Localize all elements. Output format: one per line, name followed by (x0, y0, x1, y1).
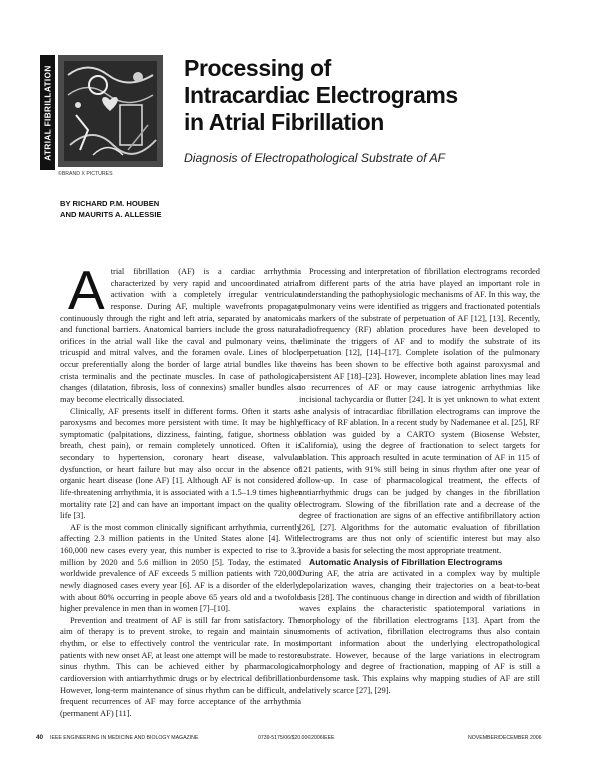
body-paragraph: Prevention and treatment of AF is still far from satisfactory. The aim of therapy is to prevent stroke, to regain and maintain sinus rhythm, or else to effectively control the ventricular rate. In most patients with new onset AF, at least one attempt will be made to restore sinus rhythm. This can be achieved either by pharmacological cardioversion with antiarrhythmic drugs or by electrical defibrillation. However, long-term maintenance of sinus rhythm can be difficult, and frequent recurrences of AF may force acceptance of the arrhythmia (permanent AF) [11]. (60, 614, 301, 718)
title-line: Processing of (184, 55, 331, 81)
body-paragraph: AF is the most common clinically significant arrhythmia, currently affecting 2.3 million patients in the United States alone [4]. With 160,000 new cases every year, this number is expected to rise to 3.3 million by 2020 and 5.6 million in 2050 [5]. Today, the estimated worldwide prevalence of AF exceeds 5 million patients with 720,000 newly diagnosed cases every year [6]. AF is a disorder of the elderly, with about 80% occurring in people above 65 years old and a twofold higher prevalence in men than in women [7]–[10]. (60, 521, 301, 614)
section-heading: Automatic Analysis of Fibrillation Electrograms (309, 556, 503, 567)
body-paragraph: Processing and interpretation of fibrillation electrograms recorded from different parts of the atria have played an important role in understanding the pathophysiologic mechanisms of AF. In this way, the pulmonary veins were identified as triggers and fractionated potentials as markers of the substrate of perpetuation of AF [12], [13]. Recently, radiofrequency (RF) ablation procedures have been developed to eliminate the triggers of AF and to modify the substrate of its perpetuation [12], [14]–[17]. Complete isolation of the pulmonary veins has been shown to be effective both against paroxysmal and persistent AF [18]–[23]. However, incomplete ablation lines may lead to recurrences of AF or may cause iatrogenic arrhythmias like incisional tachycardia or flutter [24]. It is yet unknown to what extent the analysis of intracardiac fibrillation electrograms can improve the efficacy of RF ablation. In a recent study by Nademanee et al. [25], RF ablation was guided by a CARTO system (Biosense Webster, California), using the degree of fractionation to select targets for ablation. This approach resulted in acute termination of AF in 115 of 121 patients, with 91% still being in sinus rhythm after one year of follow-up. In case of pharmacological treatment, the effects of antiarrhythmic drugs can be judged by changes in the fibrillation electrogram. Slowing of the fibrillation rate and a decrease of the degree of fractionation are signs of an effective antifibrillatory action [26], [27]. Algorithms for the automatic evaluation of fibrillation electrograms are thus not only of scientific interest but may also provide a basis for selecting the most appropriate treatment. (299, 266, 540, 555)
issue-date: NOVEMBER/DECEMBER 2006 (468, 735, 542, 741)
header-illustration (58, 55, 163, 167)
title-line: in Atrial Fibrillation (184, 109, 384, 135)
magazine-name: IEEE ENGINEERING IN MEDICINE AND BIOLOGY MAGAZINE (50, 735, 199, 741)
right-column (299, 266, 540, 696)
page-number: 40 (36, 734, 44, 741)
left-column (60, 259, 301, 719)
article-title (184, 55, 524, 136)
body-paragraph: Clinically, AF presents itself in different forms. Often it starts as paroxysms and becomes more persistent with time. It may be highly symptomatic (palpitations, dizziness, fainting, fatigue, shortness of breath, chest pain), or remain completely unnoticed. Often it is secondary to hypertension, coronary heart disease, valvular dysfunction, or heart failure but may also occur in the absence of organic heart disease (lone AF) [1]. Although AF is not considered a life-threatening arrhythmia, it is associated with a 1.5–1.9 times higher mortality rate [2] and can have an important impact on the quality of life [3]. (60, 405, 301, 521)
paragraph-text: trial fibrillation (AF) is a cardiac arrhythmia characterized by very rapid and uncoordinated atrial activation with a completely irregular ventricular response. During AF, multiple wavefronts propagate continuously through the right and left atria, separated by anatomical and functional barriers. Anatomical barriers include the gross natural orifices in the atrial wall like the caval and pulmonary veins, the tricuspid and mitral valves, and the foramen ovale. Lines of block occur preferentially along the border of large atrial bundles like the crista terminalis and the pectinate muscles. In case of pathological changes (dilatation, fibrosis, loss of connexins) smaller bundles also may become electrically dissociated. (60, 266, 301, 404)
body-paragraph: During AF, the atria are activated in a complex way by multiple depolarization waves, changing their trajectories on a beat-to-beat basis [28]. The continuous change in direction and width of fibrillation waves explains the characteristic spatiotemporal variations in morphology of the fibrillation electrograms [13]. Apart from the moments of activation, fibrillation electrograms thus also contain important information about the underlying electropathological substrate. However, because of the large variations in electrogram morphology and degree of fractionation, mapping of AF is still a burdensome task. This explains why mapping studies of AF are still relatively scarce [27], [29]. (299, 568, 540, 695)
drop-cap: A (68, 259, 105, 321)
title-line: Intracardiac Electrograms (184, 82, 458, 108)
byline-line: AND MAURITS A. ALLESSIE (60, 210, 162, 219)
byline-line: BY RICHARD P.M. HOUBEN (60, 199, 160, 208)
article-subtitle: Diagnosis of Electropathological Substrate of AF (184, 151, 446, 165)
byline (60, 198, 162, 220)
section-side-label (40, 55, 55, 170)
image-credit: ©BRAND X PICTURES (58, 171, 113, 177)
issn-text: 0739-5175/06/$20.00©2006IEEE (258, 735, 335, 741)
side-label-text: ATRIAL FIBRILLATION (43, 64, 52, 161)
body-paragraph (60, 259, 301, 406)
